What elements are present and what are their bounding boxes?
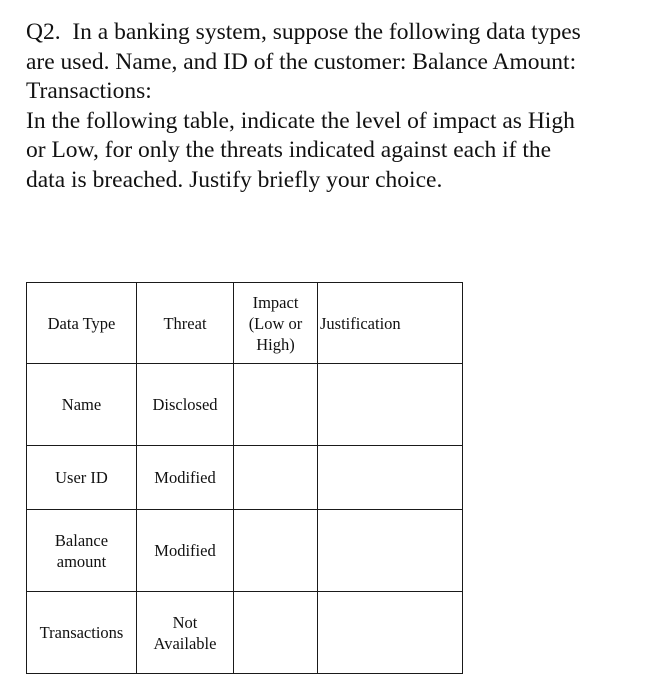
table-row [27, 510, 463, 592]
header-impact-line: (Low or [248, 313, 303, 333]
cell-justification[interactable] [318, 592, 463, 674]
cell-text: Transactions [39, 623, 124, 642]
header-impact-line: Impact [252, 292, 299, 312]
question-line: data is breached. Justify briefly your choice. [26, 166, 443, 193]
table-row [27, 592, 463, 674]
cell-text: Not [172, 612, 198, 632]
header-data-type: Data Type [27, 283, 137, 364]
question-line: or Low, for only the threats indicated against each if the [26, 137, 552, 163]
cell-threat [137, 510, 234, 592]
question-line: Q2. In a banking system, suppose the following data types [26, 19, 581, 45]
table-row [27, 364, 463, 446]
question-line: Transactions: [26, 78, 152, 104]
cell-justification[interactable] [318, 364, 463, 446]
impact-table [26, 282, 463, 674]
cell-data-type [27, 592, 137, 674]
cell-text: User ID [55, 468, 108, 487]
cell-data-type [27, 446, 137, 510]
cell-justification[interactable] [318, 510, 463, 592]
question-line: are used. Name, and ID of the customer: Balance Amount: [26, 48, 577, 75]
cell-text: amount [56, 551, 107, 571]
table-header-row [27, 283, 463, 364]
cell-text: Available [153, 633, 217, 653]
cell-text: Modified [154, 468, 216, 487]
cell-impact[interactable] [234, 592, 318, 674]
cell-text: Disclosed [152, 395, 218, 414]
cell-text: Modified [154, 541, 216, 560]
cell-text: Balance [54, 530, 109, 550]
cell-data-type [27, 510, 137, 592]
header-impact [234, 283, 318, 364]
cell-data-type [27, 364, 137, 446]
cell-threat [137, 446, 234, 510]
question-text [26, 18, 636, 195]
cell-text: Name [61, 395, 102, 414]
header-threat: Threat [137, 283, 234, 364]
question-line: In the following table, indicate the level of impact as High [26, 107, 575, 134]
cell-impact[interactable] [234, 364, 318, 446]
table-row [27, 446, 463, 510]
cell-threat [137, 592, 234, 674]
header-impact-line: High) [256, 334, 295, 354]
cell-impact[interactable] [234, 446, 318, 510]
cell-justification[interactable] [318, 446, 463, 510]
cell-threat [137, 364, 234, 446]
cell-impact[interactable] [234, 510, 318, 592]
header-justification: Justification [318, 283, 463, 364]
